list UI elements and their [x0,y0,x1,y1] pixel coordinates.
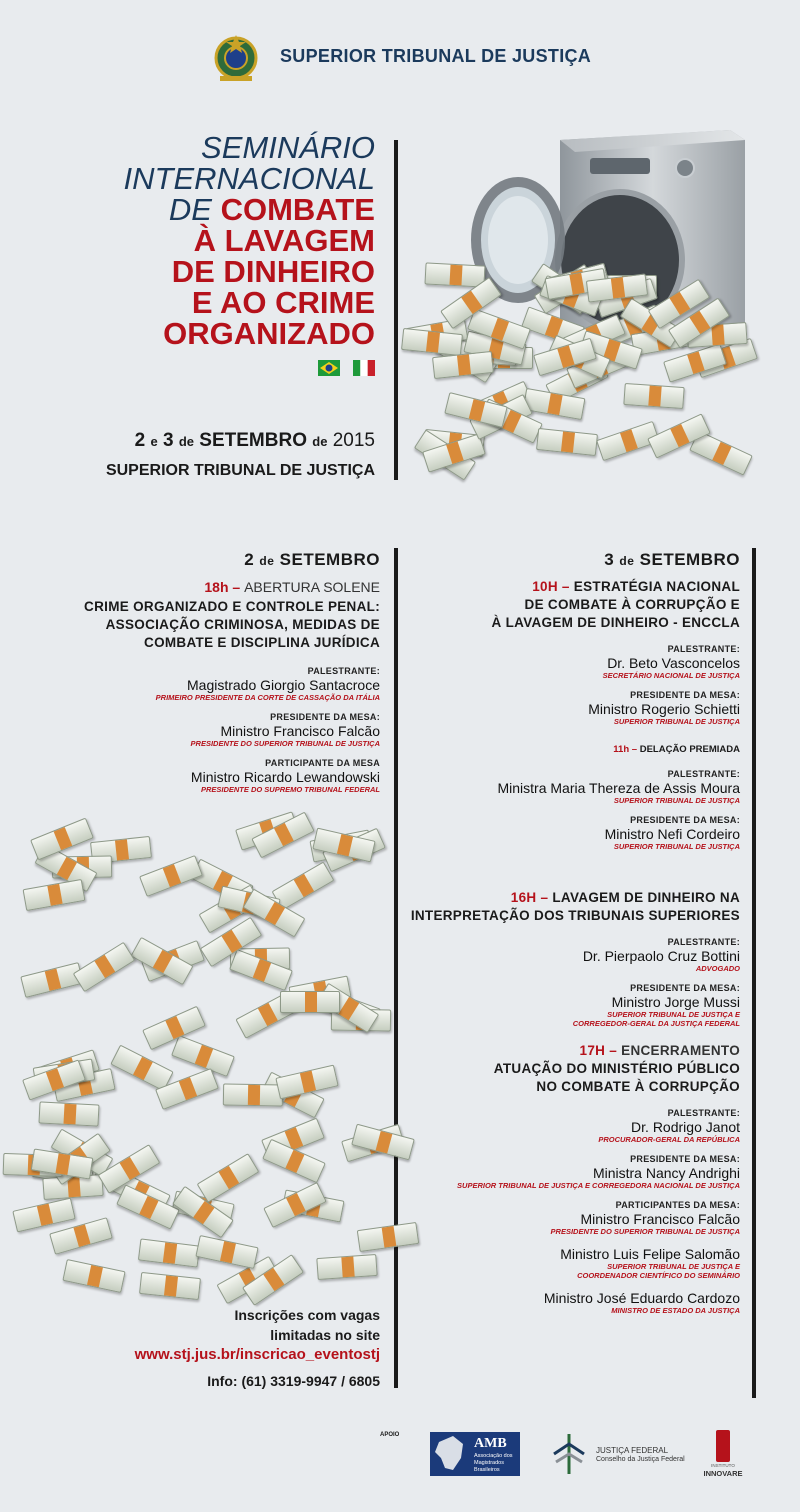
speaker-role: SUPERIOR TRIBUNAL DE JUSTIÇA [613,717,740,726]
registration-link[interactable]: www.stj.jus.br/inscricao_eventostj [134,1346,380,1363]
speaker-role: PRESIDENTE DO SUPREMO TRIBUNAL FEDERAL [200,785,380,794]
event-date [60,430,375,452]
title-line: SEMINÁRIO [201,130,375,165]
speaker-name: Ministro Rogerio Schietti [588,701,740,717]
title-line: DE COMBATE À CORRUPÇÃO E [524,597,740,612]
speaker-label: PALESTRANTE: [667,644,740,654]
speaker-label: PRESIDENTE DA MESA: [630,815,740,825]
date-part: e [150,434,158,449]
money-bundle [20,962,84,998]
title-line: ORGANIZADO [163,316,375,351]
divider [394,140,398,480]
speaker-label: PARTICIPANTE DA MESA [265,758,380,768]
amb-logo [430,1432,520,1476]
session-time: 17H – [579,1043,618,1058]
date-part: de [312,434,328,449]
title-line: E AO CRIME [191,285,375,320]
day-month: SETEMBRO [279,550,380,569]
innovare-text: INNOVARE [703,1469,743,1478]
speaker [60,712,380,748]
money-bundle [73,942,136,992]
session-time: 11h – [613,744,638,755]
day-de: de [619,554,635,568]
money-bundle [62,1259,125,1293]
day1-heading [60,550,380,570]
coat-of-arms-icon [210,32,262,84]
speaker-role: SUPERIOR TRIBUNAL DE JUSTIÇA [613,796,740,805]
speaker [400,690,740,726]
speaker-label: PRESIDENTE DA MESA: [270,712,380,722]
money-bundle [38,1101,99,1126]
session-heading [400,744,740,755]
speaker-label: PARTICIPANTES DA MESA: [615,1200,740,1210]
registration-text: Inscrições com vagas [234,1307,380,1323]
speaker-role: CORREGEDOR-GERAL DA JUSTIÇA FEDERAL [572,1019,740,1028]
italy-flag-icon [353,360,375,376]
apoio-label: APOIO [380,1432,400,1438]
money-pile-top [400,260,760,480]
speaker-name: Dr. Rodrigo Janot [631,1119,740,1135]
speaker-role: PROCURADOR-GERAL DA REPÚBLICA [598,1135,740,1144]
amb-text: AMB [474,1436,507,1451]
money-bundle [536,428,598,456]
money-bundle [197,1153,260,1203]
title-line: ESTRATÉGIA NACIONAL [573,579,740,594]
speaker-label: PALESTRANTE: [667,769,740,779]
session-title [400,889,740,925]
amb-text: Brasileiros [474,1467,500,1473]
title-line: DE DINHEIRO [171,254,375,289]
money-bundle [23,879,86,911]
speaker [400,769,740,805]
date-part: 2 [134,430,146,451]
title-line: INTERPRETAÇÃO DOS TRIBUNAIS SUPERIORES [410,908,740,923]
speaker [400,937,740,973]
day-month: SETEMBRO [639,550,740,569]
speaker-label: PRESIDENTE DA MESA: [630,983,740,993]
speaker-name: Ministra Maria Thereza de Assis Moura [497,780,740,796]
money-bundle [272,861,335,910]
registration [40,1305,380,1391]
title-line: ASSOCIAÇÃO CRIMINOSA, MEDIDAS DE [105,617,380,632]
amb-text: Magistrados [474,1460,504,1466]
day1-column [60,550,380,804]
speaker-label: PALESTRANTE: [307,666,380,676]
speaker-name: Ministro Ricardo Lewandowski [190,769,380,785]
money-bundle [139,1272,201,1300]
speaker [60,666,380,702]
speaker-name: Ministro Francisco Falcão [220,723,380,739]
money-bundle [110,1045,173,1092]
title-line: ATUAÇÃO DO MINISTÉRIO PÚBLICO [493,1061,740,1076]
speaker [400,983,740,1028]
speaker-label: PALESTRANTE: [667,1108,740,1118]
speaker-name: Dr. Pierpaolo Cruz Bottini [582,948,740,964]
money-bundle [623,383,684,409]
cjf-text: Conselho da Justiça Federal [596,1456,685,1463]
speaker-name: Ministro José Eduardo Cardozo [543,1290,740,1306]
speaker [400,815,740,851]
divider [752,548,756,1398]
speaker-role: SUPERIOR TRIBUNAL DE JUSTIÇA E [607,1010,740,1019]
title-line: À LAVAGEM DE DINHEIRO - ENCCLA [491,615,740,630]
cjf-text: JUSTIÇA FEDERAL [596,1446,669,1455]
amb-text: Associação dos [474,1453,513,1459]
session-head: ENCERRAMENTO [621,1043,740,1058]
registration-text: limitadas no site [270,1327,380,1343]
speaker [400,1246,740,1280]
speaker-name: Ministro Jorge Mussi [611,994,740,1010]
session-heading [60,578,380,596]
speaker-name: Ministro Nefi Cordeiro [604,826,740,842]
speaker-role: ADVOGADO [695,964,740,973]
session-head: DELAÇÃO PREMIADA [639,744,740,755]
title-line: NO COMBATE À CORRUPÇÃO [536,1079,740,1094]
header [210,32,610,86]
date-part: 3 [162,430,174,451]
brazil-flag-icon [318,360,340,376]
speaker [60,758,380,794]
day2-heading [400,550,740,570]
cjf-logo [550,1432,685,1478]
money-bundle [424,262,485,287]
session-title [60,598,380,652]
innovare-emblem [716,1430,730,1462]
speaker [400,1154,740,1190]
event-venue: SUPERIOR TRIBUNAL DE JUSTIÇA [105,462,375,479]
speaker-role: PRIMEIRO PRESIDENTE DA CORTE DE CASSAÇÃO DA ITÁLIA [155,693,380,702]
speaker [400,1290,740,1315]
title-line: DE [168,192,221,227]
innovare-text: INSTITUTO [711,1463,735,1468]
speaker-role: SUPERIOR TRIBUNAL DE JUSTIÇA E [607,1262,740,1271]
money-bundle [223,1083,283,1106]
speaker-name: Ministro Francisco Falcão [580,1211,740,1227]
title-line: COMBATE [220,192,375,227]
day-number: 2 [244,550,255,569]
money-bundle [316,1254,377,1280]
speaker-role: MINISTRO DE ESTADO DA JUSTIÇA [611,1306,740,1315]
session-title [400,1042,740,1096]
speaker-role: PRESIDENTE DO SUPERIOR TRIBUNAL DE JUSTIÇA [190,739,380,748]
speaker-role: SECRETÁRIO NACIONAL DE JUSTIÇA [602,671,740,680]
title-line: INTERNACIONAL [123,161,375,196]
money-bundle [12,1198,75,1233]
session-time: 18h – [204,579,241,595]
brazil-map-icon [433,1434,467,1474]
speaker-label: PRESIDENTE DA MESA: [630,690,740,700]
title-line: COMBATE E DISCIPLINA JURÍDICA [144,635,380,650]
speaker-role: COORDENADOR CIENTÍFICO DO SEMINÁRIO [577,1271,740,1280]
registration-info: Info: (61) 3319-9947 / 6805 [207,1373,380,1389]
title-line: LAVAGEM DE DINHEIRO NA [552,890,740,905]
speaker-role: PRESIDENTE DO SUPERIOR TRIBUNAL DE JUSTIÇA [550,1227,740,1236]
money-bundle [280,991,340,1013]
date-part: 2015 [332,430,375,451]
money-bundle [195,1235,258,1269]
money-bundle [263,1182,327,1228]
speaker-label: PRESIDENTE DA MESA: [630,1154,740,1164]
title-line: CRIME ORGANIZADO E CONTROLE PENAL: [84,599,380,614]
speaker-label: PALESTRANTE: [667,937,740,947]
money-bundle [138,1238,200,1267]
speaker-name: Dr. Beto Vasconcelos [607,655,740,671]
speaker [400,1108,740,1144]
speaker-name: Magistrado Giorgio Santacroce [187,677,380,693]
session-title [400,578,740,632]
money-pile-left [0,815,420,1305]
session-time: 10H – [532,579,570,594]
date-part: SETEMBRO [199,430,307,451]
speaker [400,1200,740,1236]
title-line: À LAVAGEM [193,223,375,258]
day2-column [400,550,740,1325]
speaker-role: SUPERIOR TRIBUNAL DE JUSTIÇA [613,842,740,851]
money-bundle [42,1174,103,1200]
day-number: 3 [604,550,615,569]
money-bundle [139,855,203,897]
date-part: de [178,434,195,449]
org-title: SUPERIOR TRIBUNAL DE JUSTIÇA [280,46,592,66]
speaker-name: Ministro Luis Felipe Salomão [560,1246,740,1262]
event-title [90,132,375,349]
speaker [400,644,740,680]
session-time: 16H – [510,890,549,905]
cjf-emblem-icon [550,1432,588,1476]
speaker-name: Ministra Nancy Andrighi [592,1165,740,1181]
session-head: ABERTURA SOLENE [244,579,380,595]
innovare-logo [700,1430,750,1480]
speaker-role: SUPERIOR TRIBUNAL DE JUSTIÇA E CORREGEDORA NACIONAL DE JUSTIÇA [457,1181,740,1190]
day-de: de [259,554,275,568]
